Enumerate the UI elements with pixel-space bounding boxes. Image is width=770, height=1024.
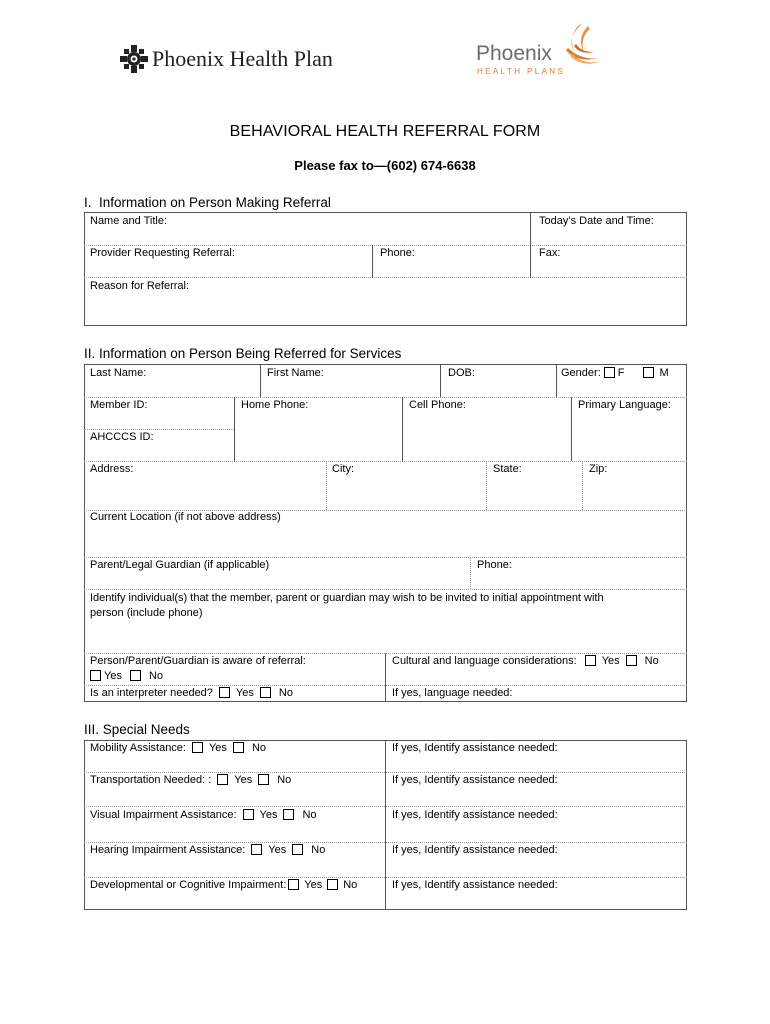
logo-right-text: Phoenix	[476, 42, 552, 65]
visual-no-label: No	[302, 809, 317, 821]
section-1-table	[84, 212, 687, 326]
mobility-no-checkbox[interactable]	[233, 742, 244, 753]
fax-number-line: Please fax to—(602) 674-6638	[294, 158, 476, 173]
reason-for-referral-field[interactable]: Reason for Referral:	[90, 280, 190, 292]
mobility-assistance-field	[90, 742, 266, 754]
city-field[interactable]: City:	[332, 463, 354, 475]
aware-no-checkbox[interactable]	[130, 670, 141, 681]
dob-field[interactable]: DOB:	[448, 367, 475, 379]
logo-right-subtext: HEALTH PLANS	[477, 67, 566, 76]
hearing-identify-field[interactable]: If yes, Identify assistance needed:	[392, 844, 558, 856]
transportation-label: Transportation Needed: :	[90, 774, 212, 786]
guardian-field[interactable]: Parent/Legal Guardian (if applicable)	[90, 559, 270, 571]
aware-no-label: No	[148, 670, 164, 682]
mobility-label: Mobility Assistance:	[90, 742, 186, 754]
visual-yes-checkbox[interactable]	[243, 809, 254, 820]
section-2-heading: II. Information on Person Being Referred for Services	[84, 346, 402, 361]
state-field[interactable]: State:	[493, 463, 522, 475]
developmental-yes-checkbox[interactable]	[288, 879, 299, 890]
phoenix-health-plans-logo	[476, 20, 606, 80]
invite-individuals-line2: person (include phone)	[90, 607, 203, 619]
visual-identify-field[interactable]: If yes, Identify assistance needed:	[392, 809, 558, 821]
transportation-yes-checkbox[interactable]	[217, 774, 228, 785]
invite-individuals-line1[interactable]: Identify individual(s) that the member, parent or guardian may wish to be invited to initial appointment with	[90, 592, 604, 604]
hearing-yes-label: Yes	[268, 844, 287, 856]
developmental-identify-field[interactable]: If yes, Identify assistance needed:	[392, 879, 558, 891]
section-2-table	[84, 364, 687, 702]
transportation-identify-field[interactable]: If yes, Identify assistance needed:	[392, 774, 558, 786]
gender-f-label: F	[617, 367, 625, 379]
aware-yes-label: Yes	[104, 670, 122, 682]
hearing-no-checkbox[interactable]	[292, 844, 303, 855]
aware-yes-checkbox[interactable]	[90, 670, 101, 681]
interpreter-no-label: No	[278, 687, 293, 699]
interpreter-yes-checkbox[interactable]	[219, 687, 230, 698]
section-1-heading: I. Information on Person Making Referral	[84, 195, 331, 210]
logo-left-text: Phoenix Health Plan	[152, 46, 333, 71]
gender-label: Gender:	[561, 367, 601, 379]
last-name-field[interactable]: Last Name:	[90, 367, 147, 379]
section-3-heading: III. Special Needs	[84, 722, 190, 737]
interpreter-yes-label: Yes	[235, 687, 254, 699]
developmental-label: Developmental or Cognitive Impairment:	[90, 879, 287, 891]
hearing-yes-checkbox[interactable]	[251, 844, 262, 855]
cultural-yes-checkbox[interactable]	[585, 655, 596, 666]
interpreter-no-checkbox[interactable]	[260, 687, 271, 698]
transportation-no-checkbox[interactable]	[258, 774, 269, 785]
cultural-label: Cultural and language considerations:	[392, 655, 577, 667]
transportation-needed-field	[90, 774, 291, 786]
developmental-no-label: No	[343, 879, 358, 891]
provider-requesting-field[interactable]: Provider Requesting Referral:	[90, 247, 235, 259]
home-phone-field[interactable]: Home Phone:	[241, 399, 309, 411]
member-id-field[interactable]: Member ID:	[90, 399, 148, 411]
visual-impairment-field	[90, 809, 317, 821]
visual-label: Visual Impairment Assistance:	[90, 809, 237, 821]
transportation-no-label: No	[277, 774, 292, 786]
developmental-yes-label: Yes	[304, 879, 323, 891]
mobility-yes-label: Yes	[208, 742, 227, 754]
transportation-yes-label: Yes	[234, 774, 253, 786]
form-title: BEHAVIORAL HEALTH REFERRAL FORM	[229, 123, 541, 140]
cultural-no-checkbox[interactable]	[626, 655, 637, 666]
gender-m-checkbox[interactable]	[643, 367, 654, 378]
visual-no-checkbox[interactable]	[283, 809, 294, 820]
developmental-no-checkbox[interactable]	[327, 879, 338, 890]
aware-of-referral-options	[87, 670, 163, 682]
primary-language-field[interactable]: Primary Language:	[578, 399, 671, 411]
hearing-impairment-field	[90, 844, 325, 856]
cultural-no-label: No	[644, 655, 659, 667]
cultural-considerations-field	[392, 655, 659, 667]
language-needed-field[interactable]: If yes, language needed:	[392, 687, 513, 699]
ahcccs-id-field[interactable]: AHCCCS ID:	[90, 431, 154, 443]
zip-field[interactable]: Zip:	[589, 463, 608, 475]
current-location-field[interactable]: Current Location (if not above address)	[90, 511, 281, 523]
phoenix-bird-icon	[558, 20, 604, 68]
compass-emblem-icon	[119, 44, 149, 74]
gender-field	[561, 367, 669, 379]
mobility-identify-field[interactable]: If yes, Identify assistance needed:	[392, 742, 558, 754]
aware-of-referral-label: Person/Parent/Guardian is aware of referral:	[90, 655, 306, 667]
referrer-fax-field[interactable]: Fax:	[539, 247, 561, 259]
hearing-no-label: No	[311, 844, 326, 856]
cell-phone-field[interactable]: Cell Phone:	[409, 399, 466, 411]
mobility-no-label: No	[251, 742, 266, 754]
first-name-field[interactable]: First Name:	[267, 367, 324, 379]
todays-date-time-field[interactable]: Today’s Date and Time:	[539, 215, 654, 227]
cultural-yes-label: Yes	[601, 655, 620, 667]
hearing-label: Hearing Impairment Assistance:	[90, 844, 246, 856]
address-field[interactable]: Address:	[90, 463, 134, 475]
guardian-phone-field[interactable]: Phone:	[477, 559, 512, 571]
developmental-impairment-field	[90, 879, 357, 891]
mobility-yes-checkbox[interactable]	[192, 742, 203, 753]
interpreter-label: Is an interpreter needed?	[90, 687, 213, 699]
gender-f-checkbox[interactable]	[604, 367, 615, 378]
interpreter-needed-field	[90, 687, 293, 699]
referrer-phone-field[interactable]: Phone:	[380, 247, 415, 259]
name-title-field[interactable]: Name and Title:	[90, 215, 168, 227]
gender-m-label: M	[659, 367, 669, 379]
visual-yes-label: Yes	[259, 809, 278, 821]
